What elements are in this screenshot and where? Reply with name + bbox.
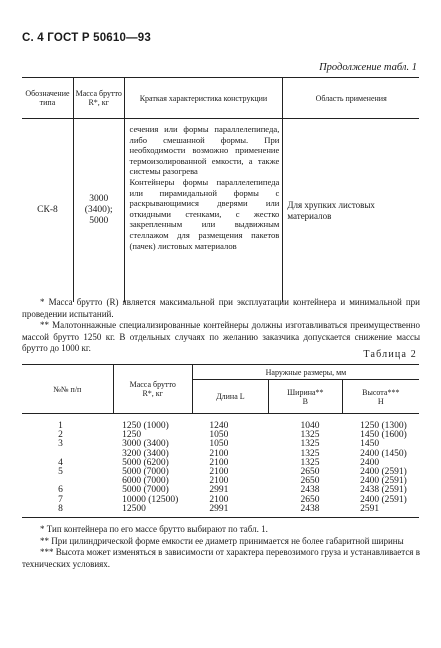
header-mass [113, 365, 192, 414]
header-mass-line1: Масса брутто [129, 380, 176, 389]
cell-width: 2650 [300, 476, 320, 487]
cell-type: СК-8 [37, 205, 58, 216]
cell-description [124, 119, 283, 303]
cell-no: 3 [58, 439, 63, 450]
cell-length: 1050 [209, 430, 229, 441]
footnote-small-containers: ** Малотоннажные специализированные контейнеры должны изготавливаться преимущественно массой брутто 1250 кг. В отдельных случаях по желанию заказчика допускается снижение массы брутто до 1000 кг. [22, 320, 420, 353]
cell-mass: 3200 (3400) [122, 448, 169, 459]
header-description: Краткая характеристика конструкции [124, 78, 283, 119]
cell-height: 2400 (2591) [360, 494, 407, 505]
page-header: С. 4 ГОСТ Р 50610—93 [22, 32, 151, 44]
cell-length: 2100 [209, 476, 229, 487]
cell-length: 2100 [209, 448, 229, 459]
cell-mass: 1250 [122, 430, 142, 441]
cell-mass: 5000 (7000) [122, 467, 169, 478]
cell-mass: 5000 (6200) [122, 457, 169, 468]
cell-no [22, 477, 113, 486]
cell-mass: 12500 [122, 503, 146, 514]
header-height [342, 380, 419, 414]
table-row [22, 414, 419, 432]
cell-height: 2438 (2591) [360, 485, 407, 496]
cell-length: 2100 [209, 467, 229, 478]
cell-width: 2650 [300, 467, 320, 478]
cell-width: 1325 [300, 457, 320, 468]
cell-width: 1325 [300, 448, 320, 459]
cell-length: 2100 [209, 494, 229, 505]
table-row [22, 119, 419, 303]
table-2 [22, 364, 419, 518]
cell-mass: 1250 (1000) [122, 421, 169, 431]
header-mass-line1: Масса брутто [75, 89, 122, 98]
cell-no: 8 [58, 503, 63, 514]
header-length: Длина L [192, 380, 268, 414]
cell-mass: 10000 (12500) [122, 494, 179, 505]
cell-width: 1325 [300, 439, 320, 450]
description-part1: сечения или формы параллелепипеда, либо смешанной формы. При необходимости возможно применение термоизолированной емкости, а также системы разогрева [129, 124, 280, 177]
cell-no: 6 [58, 485, 63, 496]
header-type: Обозначение типа [25, 89, 70, 107]
cell-width: 1040 [300, 421, 320, 431]
note-cylindrical-form: ** При цилиндрической форме емкости ее диаметр принимается не более габаритной ширины [40, 535, 404, 546]
cell-mass-line1: 3000 [89, 194, 109, 204]
cell-mass-line3: 5000 [89, 216, 109, 226]
cell-mass: 3000 (3400) [122, 439, 169, 450]
cell-length: 1050 [209, 439, 229, 450]
cell-height: 2400 (1450) [360, 448, 407, 459]
cell-no: 7 [58, 494, 63, 505]
table-2-notes [22, 524, 420, 570]
header-mass-line2: R*, кг [88, 98, 109, 107]
cell-height: 2400 (2591) [360, 467, 407, 478]
cell-no [22, 450, 113, 459]
header-height-line2: H [377, 396, 384, 406]
table-row [22, 505, 419, 518]
description-part2: Контейнеры формы параллелепипеда или пирамидальной формы с раскрывающимися дверями или откидными стенками, с жестко закрепленным или выдвижным стеллажом для размещения пакетов (пачек) листовых материалов [129, 176, 280, 251]
cell-height: 2400 (2591) [360, 476, 407, 487]
cell-mass-line2: (3400); [84, 205, 113, 215]
cell-length: 2991 [209, 485, 229, 496]
header-width [269, 380, 343, 414]
cell-width: 1325 [300, 430, 320, 441]
table-2-title: Таблица 2 [363, 349, 417, 360]
table-1 [22, 77, 419, 302]
cell-height: 1250 (1300) [360, 421, 407, 431]
header-area: Область применения [283, 78, 419, 119]
cell-height: 2591 [360, 503, 380, 514]
cell-length: 2991 [209, 503, 229, 514]
header-height-line1: Высота*** [362, 387, 400, 397]
cell-width: 2438 [300, 485, 320, 496]
note-height: *** Высота может изменяться в зависимости от характера перевозимого груза и устанавливается в технических условиях. [22, 547, 420, 569]
header-no: №№ п/п [22, 365, 113, 414]
cell-length: 2100 [209, 457, 229, 468]
cell-no: 5 [58, 467, 63, 478]
cell-no: 2 [58, 430, 63, 441]
cell-width: 2438 [300, 503, 320, 514]
cell-area: Для хрупких листовых материалов [283, 119, 419, 303]
note-type-selection: * Тип контейнера по его массе брутто выбирают по табл. 1. [40, 524, 268, 534]
cell-no: 4 [58, 457, 63, 468]
cell-mass: 6000 (7000) [122, 476, 169, 487]
header-mass [73, 78, 124, 119]
table-continuation-label: Продолжение табл. 1 [319, 62, 417, 73]
cell-length: 1240 [209, 421, 229, 431]
cell-width: 2650 [300, 494, 320, 505]
header-mass-line2: R*, кг [142, 389, 163, 398]
cell-height: 1450 (1600) [360, 430, 407, 441]
cell-mass: 5000 (7000) [122, 485, 169, 496]
table-2-header-row-1 [22, 365, 419, 380]
header-width-line2: B [302, 396, 308, 406]
cell-height: 1450 [360, 439, 380, 450]
cell-mass [73, 119, 124, 303]
footnote-mass: * Масса брутто (R) является максимальной при эксплуатации контейнера и минимальной при проведении испытаний. [22, 297, 420, 319]
cell-no: 1 [58, 421, 63, 431]
header-width-line1: Ширина** [287, 387, 324, 397]
header-outer-dimensions: Наружные размеры, мм [192, 365, 419, 380]
cell-height: 2400 [360, 457, 380, 468]
table-1-header-row [22, 78, 419, 119]
